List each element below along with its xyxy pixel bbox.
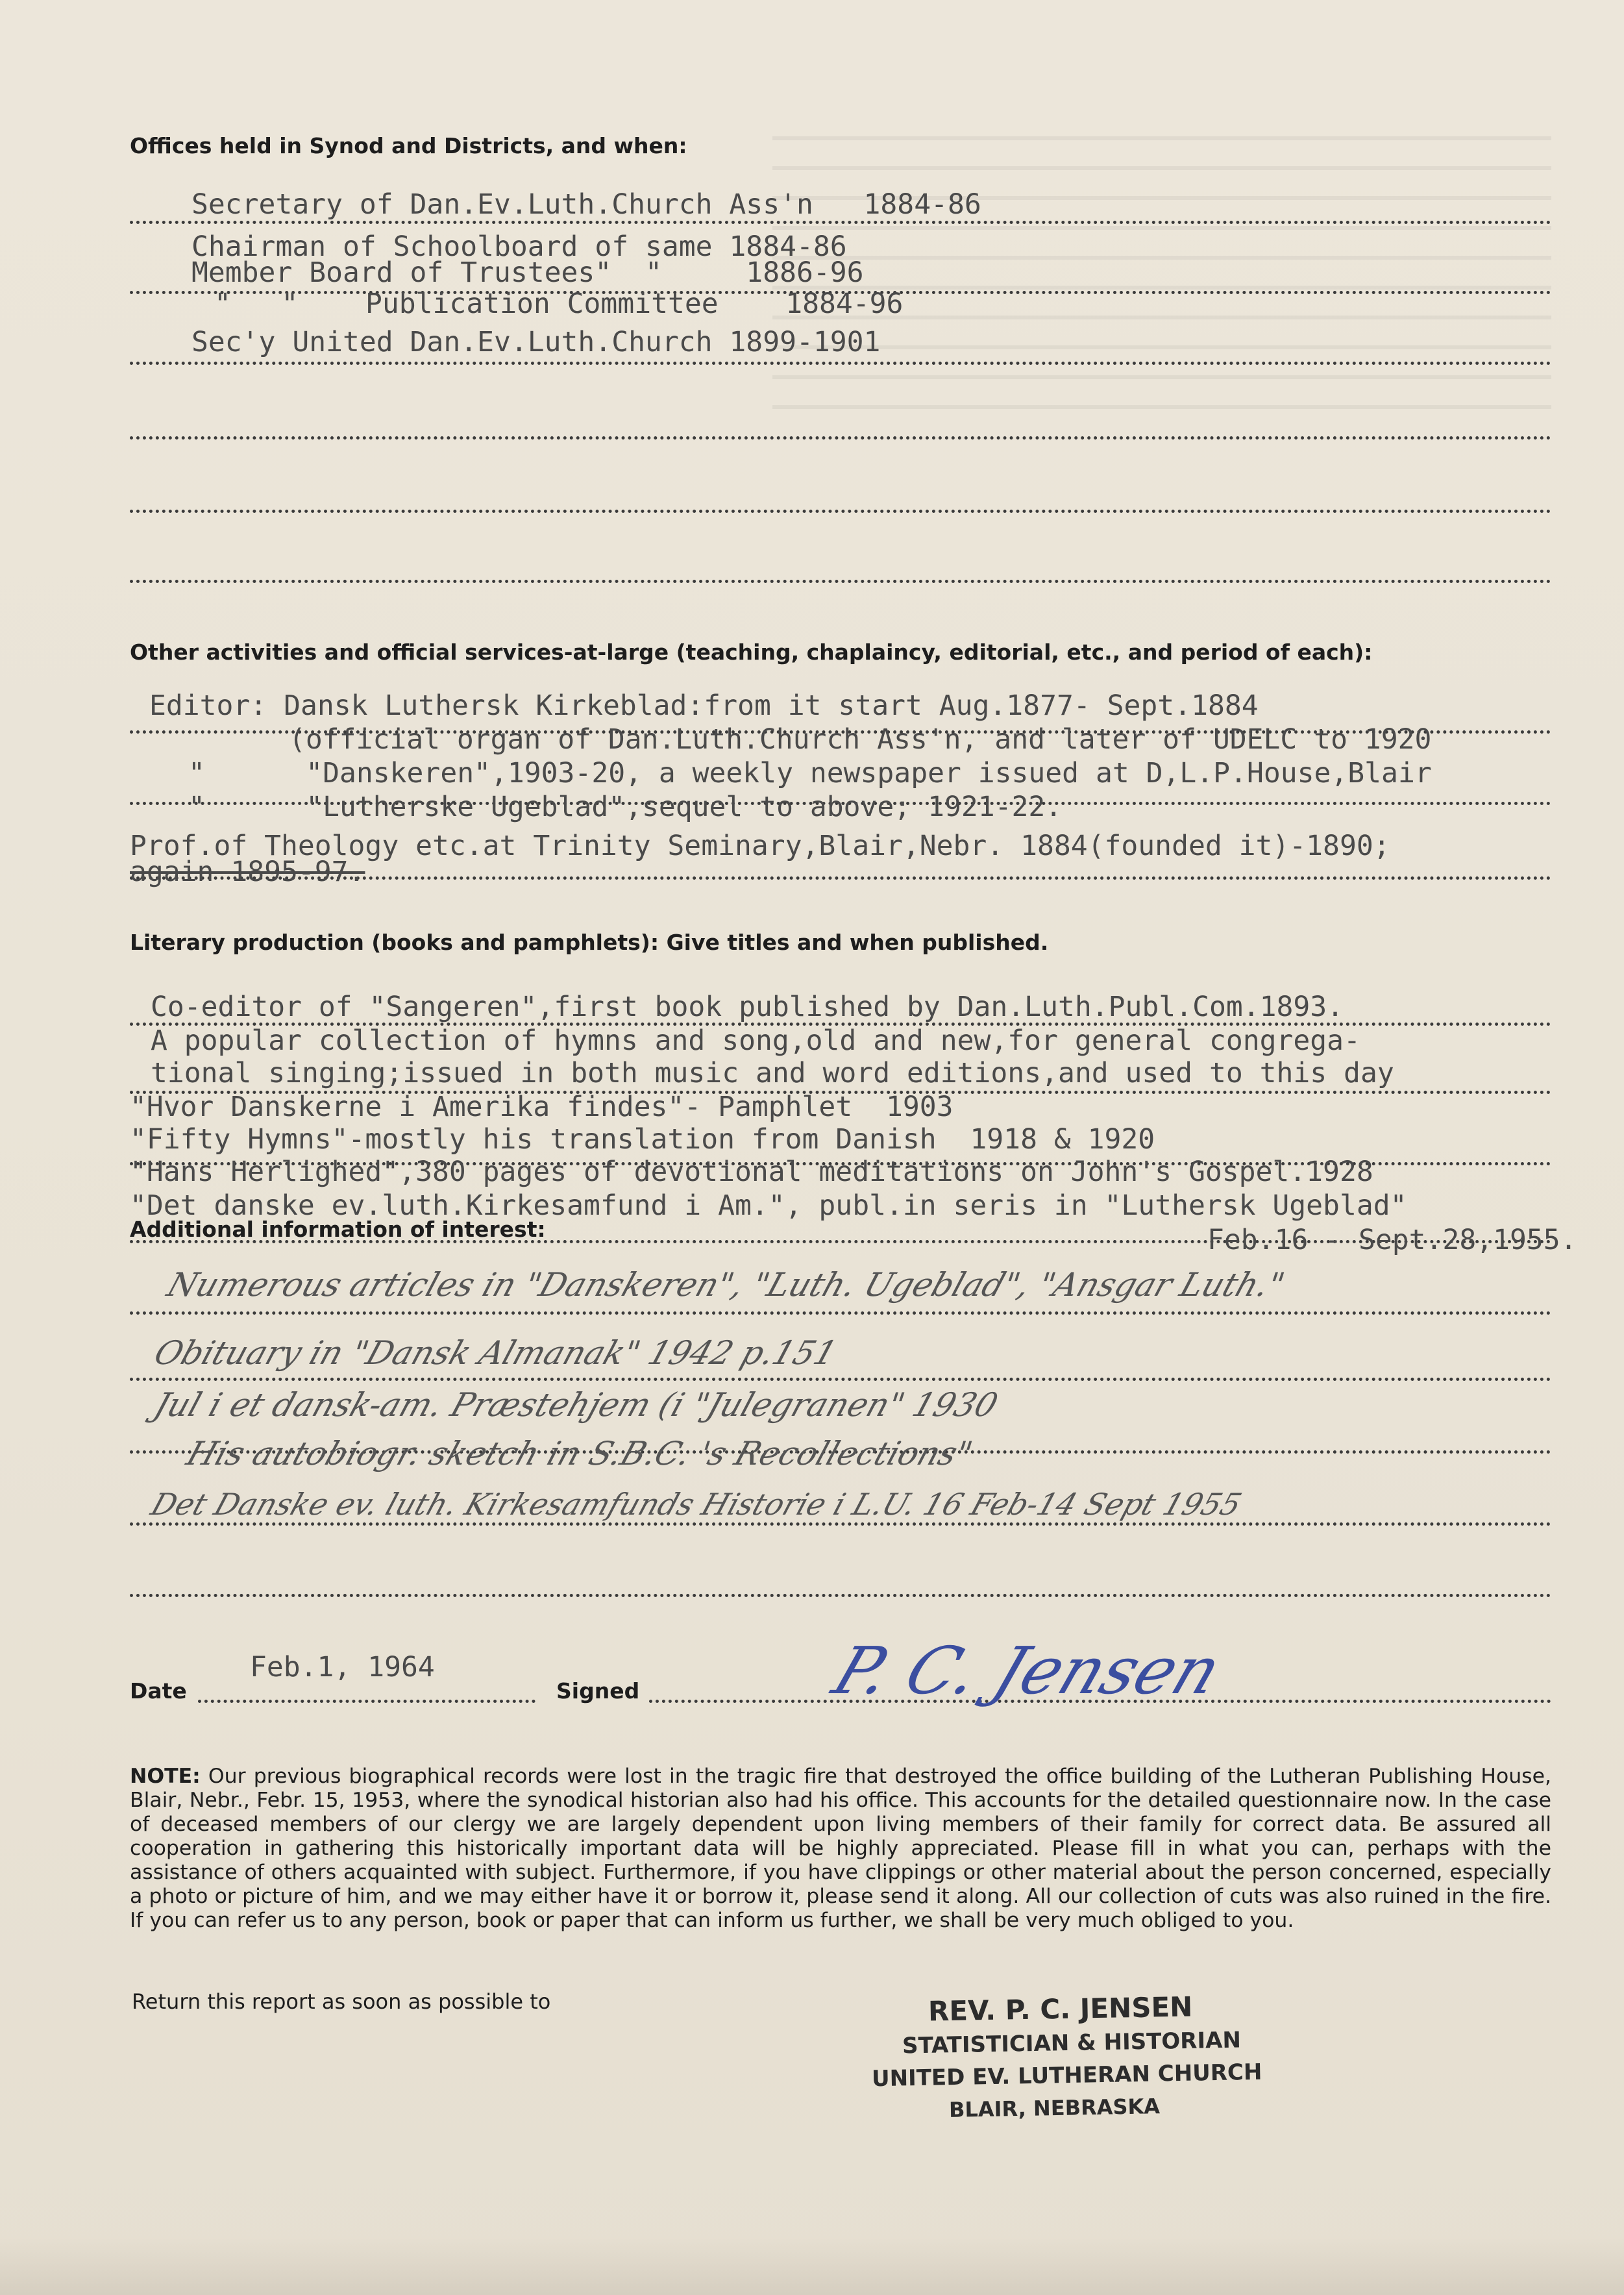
date-dotted-line bbox=[198, 1700, 535, 1703]
note-text: Our previous biographical records were lost in the tragic fire that destroyed the office building of the Lutheran Publishing House, Blair, Nebr., Febr. 15, 1953, where the synodical historian also had his office. This accounts for the detailed questionnaire now. In the case of deceased members of our clergy we are largely dependent upon living members of their family for correct data. Be assured all cooperation in gathering this historically important data will be highly appreciated. Please fill in what you can, perhaps with the assistance of others acquainted with subject. Furthermore, if you have clippings or other material about the person concerned, especially a photo or picture of him, and we may either have it or borrow it, please send it along. All our collection of cuts was also ruined in the fire. If you can refer us to any person, book or paper that can inform us further, we shall be very much obliged to you. bbox=[130, 1765, 1551, 1932]
office-line: Secretary of Dan.Ev.Luth.Church Ass'n 1884-86 bbox=[191, 188, 981, 221]
handwritten-line: Numerous articles in "Danskeren", "Luth. Ugeblad", "Ansgar Luth." bbox=[162, 1266, 1290, 1304]
dotted-line bbox=[130, 1378, 1551, 1381]
dotted-line bbox=[130, 1594, 1551, 1597]
dotted-line bbox=[130, 362, 1551, 365]
signature: P. C. Jensen bbox=[823, 1633, 1231, 1709]
office-line: Chairman of Schoolboard of same 1884-86 bbox=[191, 230, 847, 263]
handwritten-line: His autobiogr. sketch in S.B.C. 's Recollections" bbox=[182, 1435, 978, 1472]
handwritten-line: Det Danske ev. luth. Kirkesamfunds Historie i L.U. 16 Feb-14 Sept 1955 bbox=[147, 1487, 1246, 1522]
literary-line: "Hans Herlighed",380 pages of devotional meditations on John's Gospel.1928 bbox=[130, 1156, 1373, 1188]
handwritten-line: Jul i et dansk-am. Præstehjem (i "Julegranen" 1930 bbox=[149, 1386, 1003, 1424]
dotted-line bbox=[130, 1522, 1551, 1526]
literary-line: "Det danske ev.luth.Kirkesamfund i Am.", publ.in seris in "Luthersk Ugeblad" bbox=[130, 1189, 1407, 1222]
office-line: Sec'y United Dan.Ev.Luth.Church 1899-1901 bbox=[191, 326, 881, 358]
stamp-line: STATISTICIAN & HISTORIAN bbox=[902, 2027, 1242, 2059]
literary-line: Feb.16 - Sept.28,1955. bbox=[1207, 1224, 1577, 1256]
activity-line: Prof.of Theology etc.at Trinity Seminary,Blair,Nebr. 1884(founded it)-1890; bbox=[130, 830, 1390, 862]
bleed-through bbox=[772, 136, 1551, 409]
stamp-line: UNITED EV. LUTHERAN CHURCH bbox=[871, 2059, 1262, 2092]
activity-line: " "Danskeren",1903-20, a weekly newspaper issued at D,L.P.House,Blair bbox=[188, 757, 1432, 789]
note-heading: NOTE: bbox=[130, 1765, 201, 1788]
activities-label: Other activities and official services-at-large (teaching, chaplaincy, editorial, etc., and period of each): bbox=[130, 639, 1373, 665]
activity-line: " "Lutherske Ugeblad",sequel to above; 1921-22. bbox=[188, 791, 1063, 823]
handwritten-line: Obituary in "Dansk Almanak" 1942 p.151 bbox=[149, 1334, 842, 1372]
note-paragraph bbox=[130, 1765, 1551, 1933]
dotted-line bbox=[130, 221, 1551, 224]
office-line: Member Board of Trustees" " 1886-96 bbox=[191, 256, 864, 289]
signed-label: Signed bbox=[556, 1678, 640, 1704]
offices-label: Offices held in Synod and Districts, and when: bbox=[130, 133, 687, 158]
literary-line: Co-editor of "Sangeren",first book published by Dan.Luth.Publ.Com.1893. bbox=[151, 991, 1344, 1023]
dotted-line bbox=[130, 580, 1551, 583]
activity-line: (official organ of Dan.Luth.Church Ass'n, and later of UDELC to 1920 bbox=[289, 723, 1432, 756]
stamp-line: BLAIR, NEBRASKA bbox=[948, 2094, 1161, 2122]
additional-label: Additional information of interest: bbox=[130, 1217, 546, 1242]
date-value: Feb.1, 1964 bbox=[250, 1651, 435, 1683]
stamp-line: REV. P. C. JENSEN bbox=[928, 1991, 1193, 2028]
dotted-line bbox=[130, 510, 1551, 513]
activity-line: Editor: Dansk Luthersk Kirkeblad:from it start Aug.1877- Sept.1884 bbox=[149, 689, 1259, 722]
literary-line: "Hvor Danskerne i Amerika findes"- Pamphlet 1903 bbox=[130, 1091, 953, 1123]
page-edge-shadow bbox=[0, 2237, 1624, 2295]
literary-line: A popular collection of hymns and song,old and new,for general congrega- bbox=[151, 1024, 1360, 1057]
date-label: Date bbox=[130, 1678, 187, 1704]
activity-line: again 1895-97. bbox=[130, 856, 365, 888]
literary-label: Literary production (books and pamphlets): Give titles and when published. bbox=[130, 930, 1049, 955]
literary-line: tional singing;issued in both music and word editions,and used to this day bbox=[151, 1057, 1394, 1089]
dotted-line bbox=[130, 1311, 1551, 1315]
literary-line: "Fifty Hymns"-mostly his translation from Danish 1918 & 1920 bbox=[130, 1123, 1155, 1156]
office-line: " " Publication Committee 1884-96 bbox=[214, 288, 904, 320]
return-label: Return this report as soon as possible to bbox=[132, 1989, 551, 2014]
dotted-line bbox=[130, 436, 1551, 440]
